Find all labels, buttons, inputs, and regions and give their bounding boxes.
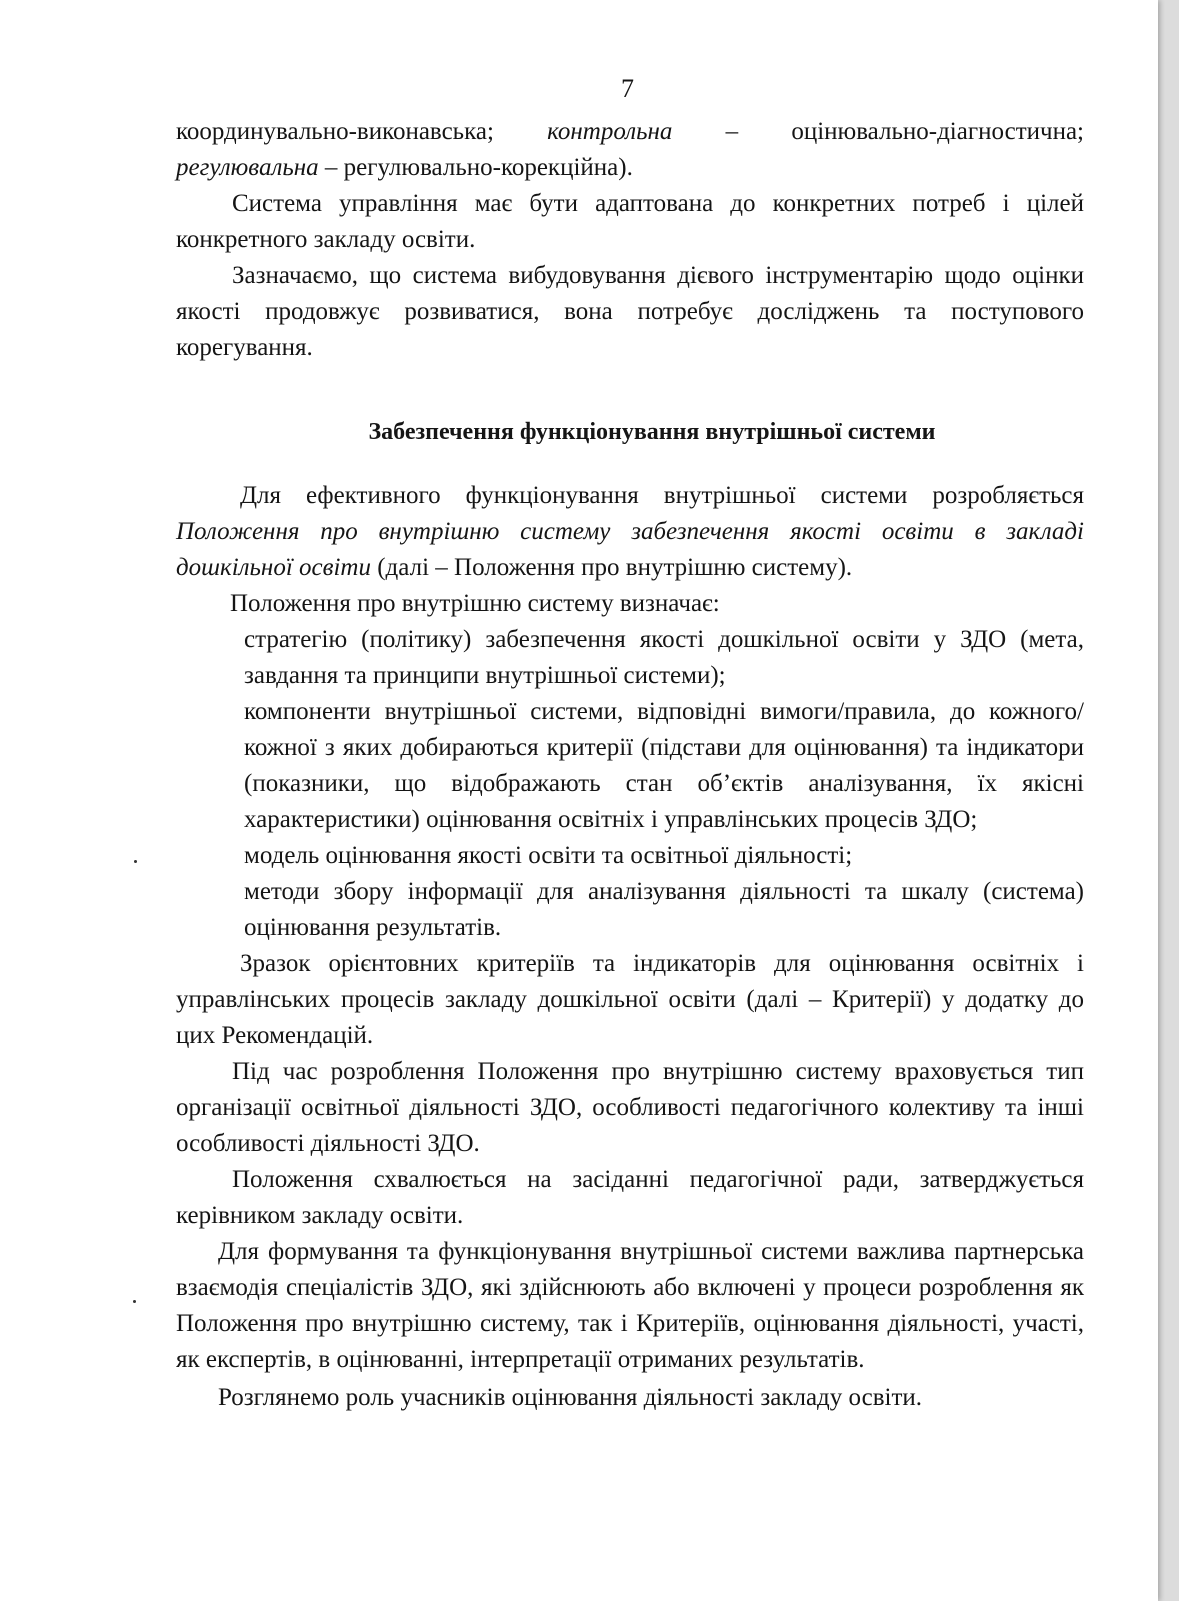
paragraph-functions xyxy=(176,114,1084,186)
list-item: методи збору інформації для аналізування діяльності та шкалу (система) оцінювання результатів. xyxy=(244,878,1084,941)
italic-term: контрольна xyxy=(547,118,673,145)
definitions-list xyxy=(176,622,1084,946)
text-run: координувально-виконавська; xyxy=(176,118,548,145)
paragraph-management-system: Система управління має бути адаптована до конкретних потреб і цілей конкретного закладу освіти. xyxy=(176,190,1084,253)
list-item: компоненти внутрішньої системи, відповідні вимоги/правила, до кожного/кожної з яких добираються критерії (підстави для оцінювання) та індикатори (показники, що відображають стан об’єктів аналізування, їх якісні характеристики) оцінювання освітніх і управлінських процесів ЗДО; xyxy=(244,698,1084,833)
italic-document-title: Положення про внутрішню систему забезпечення якості освіти в закладі дошкільної освіти xyxy=(176,518,1084,581)
text-run: – оцінювально-діагностична; xyxy=(672,118,1084,145)
paragraph-regulation-defines: Положення про внутрішню систему визначає: xyxy=(230,590,720,617)
scan-speck xyxy=(133,1300,136,1303)
list-item: стратегію (політику) забезпечення якості дошкільної освіти у ЗДО (мета, завдання та принципи внутрішньої системи); xyxy=(244,626,1084,689)
paragraph-partnership: Для формування та функціонування внутрішньої системи важлива партнерська взаємодія спеціалістів ЗДО, які здійснюють або включені у процеси розроблення як Положення про внутрішню систему, так і Критеріїв, оцінювання діяльності, участі, як експертів, в оцінюванні, інтерпретації отриманих результатів. xyxy=(176,1238,1084,1373)
text-run: – регулювально-корекційна). xyxy=(318,154,633,181)
document-body xyxy=(176,114,1084,1416)
text-run: Для ефективного функціонування внутрішньої системи розробляється xyxy=(240,482,1084,509)
paragraph-participants-role: Розглянемо роль учасників оцінювання діяльності закладу освіти. xyxy=(218,1384,923,1411)
text-run: (далі – Положення про внутрішню систему). xyxy=(370,554,853,581)
paragraph-development: Під час розроблення Положення про внутрішню систему враховується тип організації освітньої діяльності ЗДО, особливості педагогічного колективу та інші особливості діяльності ЗДО. xyxy=(176,1058,1084,1157)
paragraph-quality-assessment: Зазначаємо, що система вибудовування дієвого інструментарію щодо оцінки якості продовжує розвиватися, вона потребує досліджень та поступового корегування. xyxy=(176,262,1084,361)
paragraph-approval: Положення схвалюється на засіданні педагогічної ради, затверджується керівником закладу освіти. xyxy=(176,1166,1084,1229)
paragraph-criteria-sample: Зразок орієнтовних критеріїв та індикаторів для оцінювання освітніх і управлінських процесів закладу дошкільної освіти (далі – Критерії) у додатку до цих Рекомендацій. xyxy=(176,950,1084,1049)
paragraph-regulation xyxy=(176,478,1084,586)
page-number: 7 xyxy=(621,74,634,103)
section-heading: Забезпечення функціонування внутрішньої системи xyxy=(368,419,936,445)
scan-speck xyxy=(134,860,137,863)
italic-term: регулювальна xyxy=(176,154,319,181)
list-item: модель оцінювання якості освіти та освітньої діяльності; xyxy=(244,842,853,869)
